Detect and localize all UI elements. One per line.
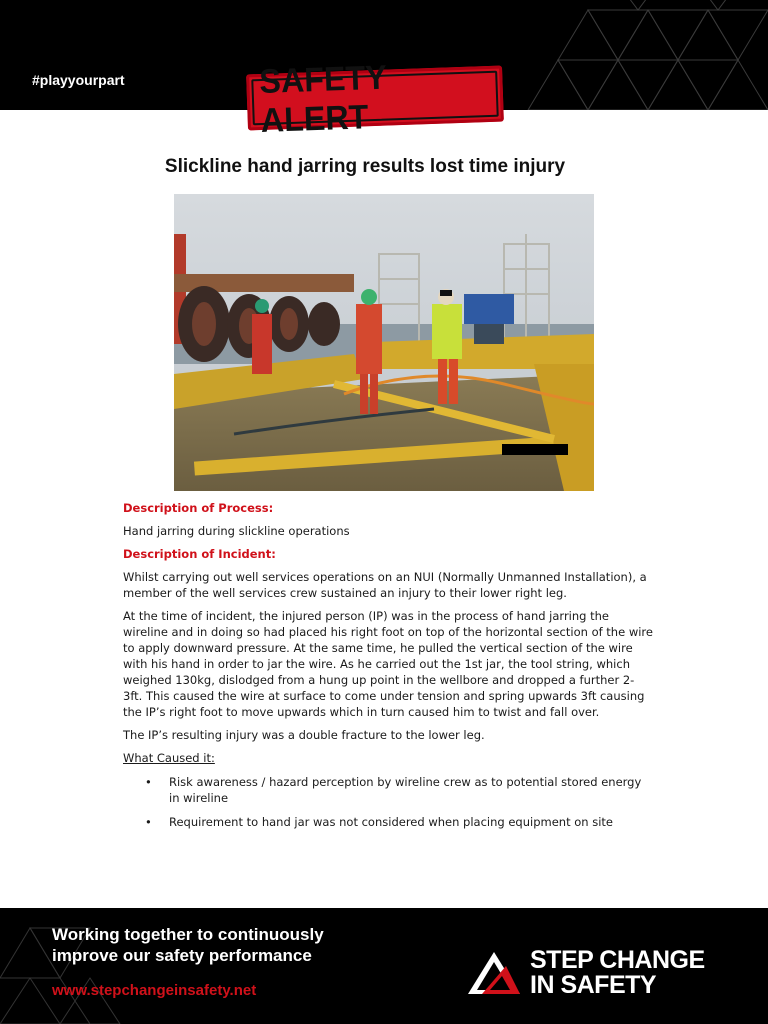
incident-photo	[174, 194, 594, 491]
bullet-icon: •	[145, 815, 152, 829]
cause-text: Requirement to hand jar was not considered when placing equipment on site	[169, 815, 613, 829]
footer-bar	[0, 908, 768, 1024]
triangle-pattern-decoration	[508, 0, 768, 110]
process-heading: Description of Process:	[123, 501, 274, 515]
bullet-icon: •	[145, 775, 152, 789]
logo-line-1: STEP CHANGE	[530, 946, 705, 974]
cause-text: Risk awareness / hazard perception by wireline crew as to potential stored energy in wireline	[169, 775, 642, 805]
incident-paragraph-1: Whilst carrying out well services operations on an NUI (Normally Unmanned Installation), a member of the well services crew sustained an injury to their lower right leg.	[123, 570, 647, 600]
process-text: Hand jarring during slickline operations	[123, 524, 350, 538]
stamp-text: SAFETY ALERT	[258, 58, 387, 140]
incident-photo-illustration	[174, 194, 594, 491]
tagline	[52, 924, 324, 966]
website-link[interactable]: www.stepchangeinsafety.net	[52, 982, 257, 999]
cause-heading: What Caused it:	[123, 751, 215, 765]
step-change-logo-text	[530, 948, 705, 998]
list-item	[123, 814, 653, 830]
tagline-line-1: Working together to continuously	[52, 925, 324, 944]
list-item	[123, 774, 653, 806]
step-change-logo-icon	[466, 950, 522, 996]
cause-list	[123, 774, 653, 830]
incident-paragraph-2: At the time of incident, the injured person (IP) was in the process of hand jarring the wireline and in doing so had placed his right foot on top of the horizontal section of the wire to apply downward pressure. At the same time, he pulled the vertical section of the wire with his hand in order to jar the wire. As he carried out the 1st jar, the tool string, which weighed 130kg, dislodged from a hung up point in the wellbore and dropped a further 2-3ft. This caused the wire at surface to come under tension and spring upwards 3ft causing the IP’s right foot to move upwards which in turn caused him to twist and fall over.	[123, 609, 653, 719]
tagline-line-2: improve our safety performance	[52, 946, 312, 965]
logo-line-2: IN SAFETY	[530, 971, 657, 999]
incident-heading: Description of Incident:	[123, 547, 276, 561]
alert-content	[123, 500, 653, 838]
safety-alert-stamp	[246, 58, 504, 140]
hashtag: #playyourpart	[32, 72, 125, 88]
page-title: Slickline hand jarring results lost time injury	[164, 156, 566, 177]
incident-paragraph-3: The IP’s resulting injury was a double fracture to the lower leg.	[123, 728, 485, 742]
